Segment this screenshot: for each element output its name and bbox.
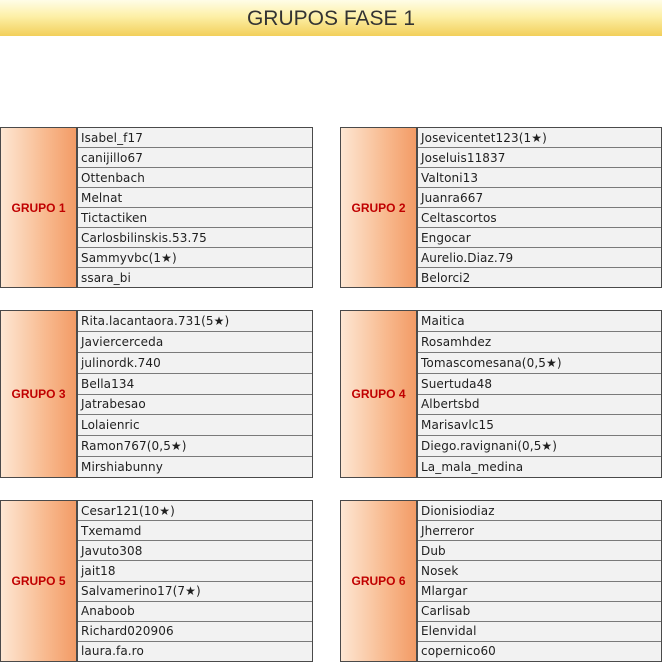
- member-list: [418, 128, 661, 287]
- member-row: Carlosbilinskis.53.75: [78, 228, 312, 248]
- group-label: GRUPO 3: [11, 387, 66, 401]
- member-row: Jatrabesao: [78, 395, 312, 416]
- member-list: [78, 311, 312, 477]
- member-row: Rita.lacantaora.731(5★): [78, 311, 312, 332]
- group-2-box: [340, 127, 662, 288]
- member-row: Elenvidal: [418, 622, 661, 642]
- member-row: Rosamhdez: [418, 332, 661, 353]
- member-row: Mlargar: [418, 582, 661, 602]
- member-row: Melnat: [78, 188, 312, 208]
- member-row: Bella134: [78, 374, 312, 395]
- member-row: Javuto308: [78, 541, 312, 561]
- member-row: julinordk.740: [78, 353, 312, 374]
- member-row: Suertuda48: [418, 374, 661, 395]
- group-label: GRUPO 1: [11, 200, 66, 215]
- group-label: GRUPO 6: [351, 574, 406, 588]
- member-row: Valtoni13: [418, 168, 661, 188]
- member-row: Carlisab: [418, 602, 661, 622]
- member-list: [418, 311, 661, 477]
- member-row: La_mala_medina: [418, 457, 661, 477]
- group-label-cell: [341, 311, 418, 477]
- member-row: Diego.ravignani(0,5★): [418, 436, 661, 457]
- member-row: Richard020906: [78, 622, 312, 642]
- group-label-cell: [341, 501, 418, 661]
- member-row: Aurelio.Diaz.79: [418, 248, 661, 268]
- member-row: Ramon767(0,5★): [78, 436, 312, 457]
- member-row: laura.fa.ro: [78, 642, 312, 661]
- group-3-box: [0, 310, 313, 478]
- member-row: Nosek: [418, 561, 661, 581]
- member-row: canijillo67: [78, 148, 312, 168]
- member-row: Jherreror: [418, 521, 661, 541]
- member-row: Juanra667: [418, 188, 661, 208]
- member-row: Maitica: [418, 311, 661, 332]
- page-title: GRUPOS FASE 1: [246, 7, 416, 30]
- member-row: Joseluis11837: [418, 148, 661, 168]
- member-row: Engocar: [418, 228, 661, 248]
- member-row: Ottenbach: [78, 168, 312, 188]
- member-row: Mirshiabunny: [78, 457, 312, 477]
- member-row: Belorci2: [418, 268, 661, 287]
- member-row: Txemamd: [78, 521, 312, 541]
- group-label: GRUPO 2: [351, 200, 406, 215]
- member-row: Tictactiken: [78, 208, 312, 228]
- group-label-cell: [1, 501, 78, 661]
- member-row: Marisavlc15: [418, 415, 661, 436]
- group-label-cell: [1, 128, 78, 287]
- member-row: Cesar121(10★): [78, 501, 312, 521]
- member-row: Dub: [418, 541, 661, 561]
- member-row: Salvamerino17(7★): [78, 582, 312, 602]
- member-list: [78, 501, 312, 661]
- group-5-box: [0, 500, 313, 662]
- member-row: copernico60: [418, 642, 661, 661]
- title-banner: [0, 0, 662, 36]
- member-row: ssara_bi: [78, 268, 312, 287]
- member-list: [78, 128, 312, 287]
- group-label-cell: [341, 128, 418, 287]
- member-row: Tomascomesana(0,5★): [418, 353, 661, 374]
- member-row: Albertsbd: [418, 395, 661, 416]
- member-row: Celtascortos: [418, 208, 661, 228]
- member-row: Josevicentet123(1★): [418, 128, 661, 148]
- member-list: [418, 501, 661, 661]
- group-label: GRUPO 4: [351, 387, 406, 401]
- member-row: Anaboob: [78, 602, 312, 622]
- group-6-box: [340, 500, 662, 662]
- member-row: Dionisiodiaz: [418, 501, 661, 521]
- member-row: Javiercerceda: [78, 332, 312, 353]
- group-4-box: [340, 310, 662, 478]
- group-label-cell: [1, 311, 78, 477]
- group-label: GRUPO 5: [11, 574, 66, 588]
- member-row: Lolaienric: [78, 415, 312, 436]
- member-row: Isabel_f17: [78, 128, 312, 148]
- member-row: jait18: [78, 561, 312, 581]
- member-row: Sammyvbc(1★): [78, 248, 312, 268]
- group-1-box: [0, 127, 313, 288]
